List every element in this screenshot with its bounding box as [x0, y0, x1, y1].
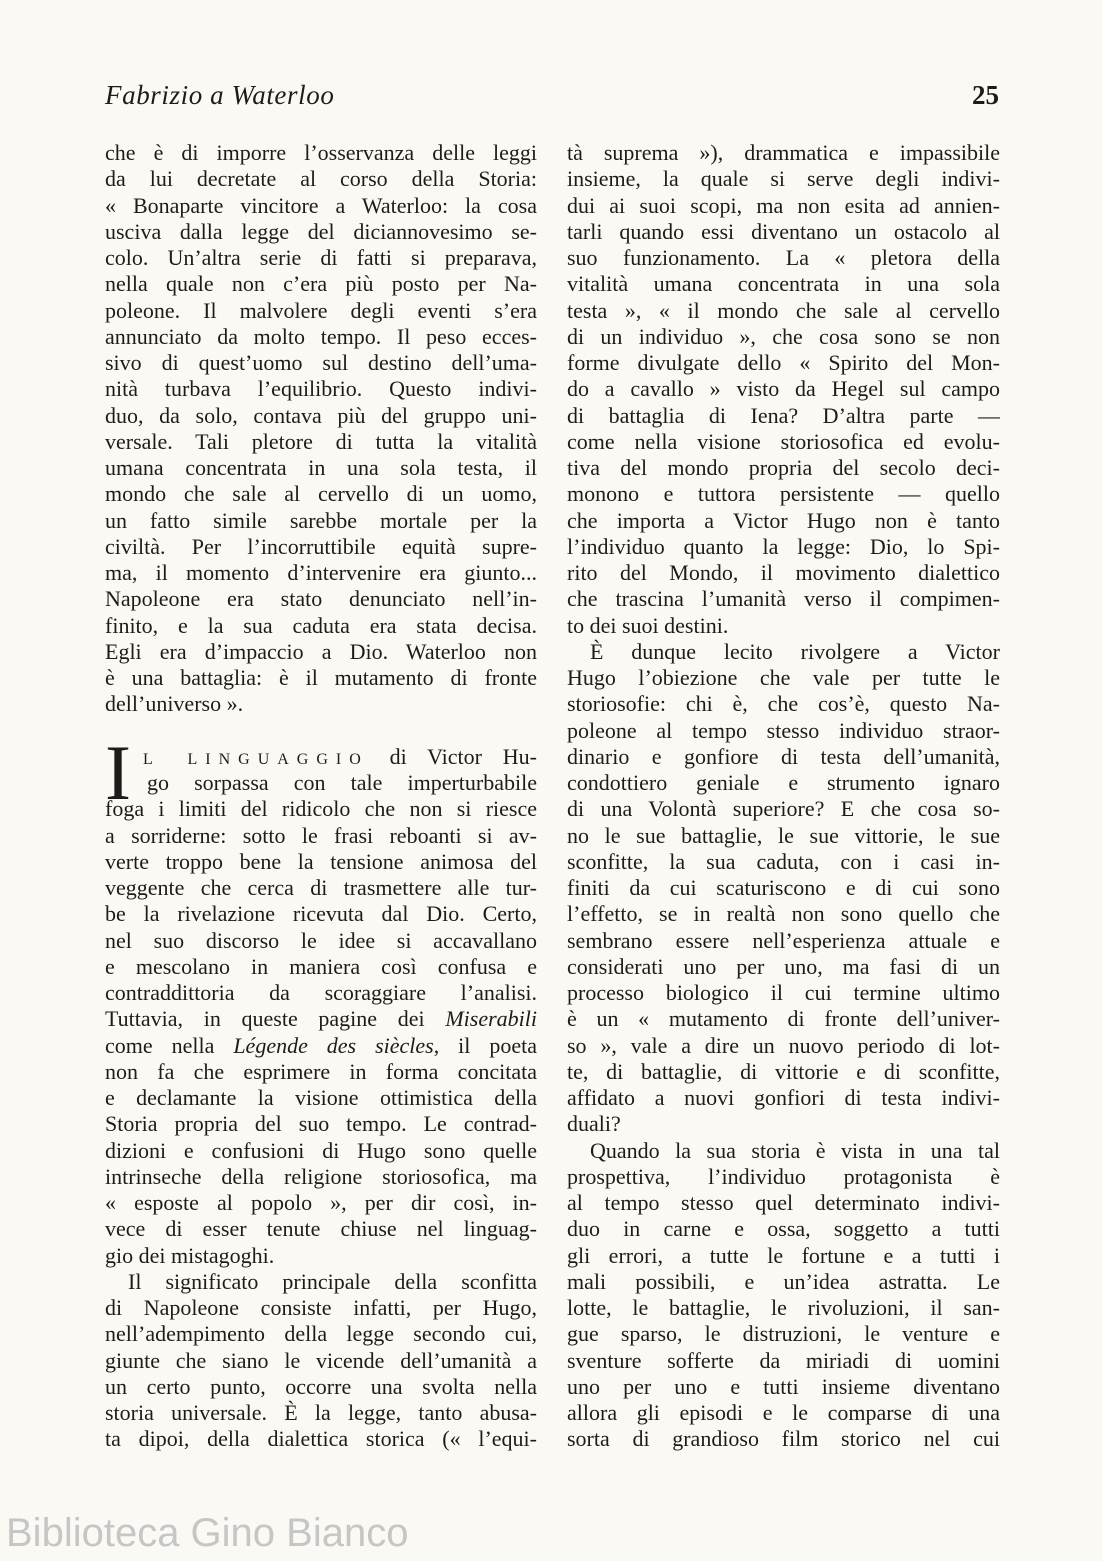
text-line: Napoleone era stato denunciato nell’in- — [105, 586, 537, 612]
text-line: vece di esser tenute chiuse nel linguag- — [105, 1216, 537, 1242]
text-line: sventure sofferte da miriadi di uomini — [567, 1347, 1000, 1373]
text-line: gio dei mistagoghi. — [105, 1242, 275, 1268]
paragraph — [567, 639, 1000, 1138]
drop-cap: I — [105, 728, 131, 816]
text-line: non fa che esprimere in forma concitata — [105, 1058, 537, 1084]
text-line: dizioni e confusioni di Hugo sono quelle — [105, 1137, 537, 1163]
paragraph — [105, 140, 537, 718]
text-line: nella quale non c’era più posto per Na- — [105, 271, 537, 297]
text-line: a sorriderne: sotto le frasi reboanti si av- — [105, 822, 537, 848]
text-line: di un individuo », che cosa sono se non — [567, 323, 1000, 349]
library-watermark: Biblioteca Gino Bianco — [6, 1511, 409, 1555]
text-line: colo. Un’altra serie di fatti si preparava, — [105, 245, 537, 270]
paragraph-spacer — [105, 718, 537, 744]
paragraph — [105, 1269, 537, 1453]
text-run: Tuttavia, in queste pagine dei — [105, 1006, 446, 1032]
text-line: ma, il momento d’intervenire era giunto... — [105, 560, 537, 585]
text-line: rito del Mondo, il movimento dialettico — [567, 560, 1000, 585]
text-line: monono e tuttora persistente — quello — [567, 481, 1000, 507]
text-line: storiosofie: chi è, che cos’è, questo Na- — [567, 691, 1000, 717]
text-line: tarli quando essi diventano un ostacolo al — [567, 218, 1000, 244]
text-line: veggente che cerca di trasmettere alle tur- — [105, 875, 537, 900]
text-line: un fatto simile sarebbe mortale per la — [105, 507, 537, 533]
text-line — [105, 744, 537, 770]
text-line: nel suo discorso le idee si accavallano — [105, 927, 537, 953]
text-line: di Napoleone consiste infatti, per Hugo, — [105, 1295, 537, 1320]
text-line: insieme, la quale si serve degli indivi- — [567, 166, 1000, 192]
text-line: dui ai suoi scopi, ma non esita ad annien- — [567, 192, 1000, 218]
text-line: gue sparso, le distruzioni, le venture e — [567, 1321, 1000, 1347]
paragraph — [567, 1138, 1000, 1453]
text-line: dinario e gonfiore di testa dell’umanità, — [567, 743, 1000, 769]
text-line: Hugo l’obiezione che vale per tutte le — [567, 665, 1000, 690]
text-line: e declamante la visione ottimistica della — [105, 1085, 537, 1110]
text-line: sorta di grandioso film storico nel cui — [567, 1426, 1000, 1452]
text-line: è un « mutamento di fronte dell’univer- — [567, 1006, 1000, 1032]
text-line: sembrano essere nell’esperienza attuale e — [567, 927, 1000, 953]
text-line: l’individuo quanto la legge: Dio, lo Spi- — [567, 533, 1000, 559]
left-column — [105, 140, 537, 1453]
text-line: tiva del mondo propria del secolo deci- — [567, 455, 1000, 480]
text-line: prospettiva, l’individuo protagonista è — [567, 1163, 1000, 1189]
text-run: , il poeta — [433, 1032, 537, 1058]
text-line: usciva dalla legge del diciannovesimo se- — [105, 218, 537, 244]
text-line: ta dipoi, della dialettica storica (« l’equi- — [105, 1426, 537, 1452]
text-line: to dei suoi destini. — [567, 612, 729, 638]
text-line: da lui decretate al corso della Storia: — [105, 166, 537, 192]
text-line: verte troppo bene la tensione animosa del — [105, 848, 537, 874]
text-line: umana concentrata in una sola testa, il — [105, 455, 537, 480]
text-line — [105, 1006, 537, 1032]
text-line: come nella visione storiosofica ed evolu- — [567, 428, 1000, 454]
text-line: allora gli episodi e le comparse di una — [567, 1400, 1000, 1425]
text-line: l’effetto, se in realtà non sono quello che — [567, 901, 1000, 927]
text-line: vitalità umana concentrata in una sola — [567, 271, 1000, 297]
paragraph-lines — [105, 1269, 537, 1453]
text-line: È dunque lecito rivolgere a Victor — [590, 638, 1000, 664]
small-caps-opening: L LINGUAGGIO — [143, 750, 369, 768]
paragraph-lines — [567, 140, 1000, 639]
paragraph-lines — [105, 744, 537, 1269]
text-line: duali? — [567, 1111, 621, 1137]
text-line: che è di imporre l’osservanza delle leggi — [105, 140, 537, 165]
text-line: testa », « il mondo che sale al cervello — [567, 297, 1000, 323]
text-line: contraddittoria da scoraggiare l’analisi. — [105, 980, 537, 1005]
work-title: Miserabili — [445, 1006, 537, 1032]
text-line: Il significato principale della sconfitta — [128, 1268, 537, 1294]
text-line: è una battaglia: è il mutamento di fronte — [105, 665, 537, 690]
text-line: versale. Tali pletore di tutta la vitalità — [105, 428, 537, 454]
text-line: intrinseche della religione storiosofica, ma — [105, 1163, 537, 1189]
running-head-title: Fabrizio a Waterloo — [105, 80, 335, 110]
text-line: annunciato da molto tempo. Il peso ecces- — [105, 323, 537, 349]
paragraph-lines — [567, 639, 1000, 1138]
text-line: considerati uno per uno, ma fasi di un — [567, 953, 1000, 979]
right-column — [567, 140, 1000, 1453]
text-line: affidato a nuovi gonfiori di testa indivi- — [567, 1085, 1000, 1110]
text-run: di Victor Hu- — [368, 743, 537, 769]
text-line: nell’adempimento della legge secondo cui, — [105, 1321, 537, 1347]
text-line: duo, da solo, contava più del gruppo uni- — [105, 402, 537, 428]
text-line: suo funzionamento. La « pletora della — [567, 245, 1000, 270]
text-line: be la rivelazione ricevuta dal Dio. Certo, — [105, 901, 537, 927]
text-line: gli errori, a tutte le fortune e a tutti i — [567, 1242, 1000, 1268]
text-line: te, di battaglie, di vittorie e di sconfitte, — [567, 1058, 1000, 1084]
text-line: che trascina l’umanità verso il compimen- — [567, 586, 1000, 612]
text-line: « esposte al popolo », per dir così, in- — [105, 1190, 537, 1215]
text-line: mondo che sale al cervello di un uomo, — [105, 481, 537, 507]
text-line: condottiero geniale e strumento ignaro — [567, 770, 1000, 795]
text-line: finiti da cui scaturiscono e di cui sono — [567, 875, 1000, 900]
text-line: al tempo stesso quel determinato indivi- — [567, 1190, 1000, 1215]
text-line: nità turbava l’equilibrio. Questo indivi- — [105, 376, 537, 402]
text-line: no le sue battaglie, le sue vittorie, le sue — [567, 822, 1000, 848]
paragraph-lines — [567, 1138, 1000, 1453]
text-line: di una Volontà superiore? E che cosa so- — [567, 796, 1000, 822]
text-line: di battaglia di Iena? D’altra parte — — [567, 402, 1000, 428]
text-line: processo biologico il cui termine ultimo — [567, 980, 1000, 1005]
text-line: dell’universo ». — [105, 691, 244, 717]
text-run: come nella — [105, 1032, 234, 1058]
text-line: Storia propria del suo tempo. Le contrad- — [105, 1111, 537, 1137]
text-line: duo in carne e ossa, soggetto a tutti — [567, 1216, 1000, 1242]
text-line: do a cavallo » visto da Hegel sul campo — [567, 376, 1000, 402]
text-line: Quando la sua storia è vista in una tal — [590, 1137, 1000, 1163]
page-number: 25 — [972, 80, 999, 110]
text-line: go sorpassa con tale imperturbabile — [147, 770, 537, 795]
text-line: civiltà. Per l’incorruttibile equità supre- — [105, 533, 537, 559]
work-title: Légende des siècles — [233, 1032, 434, 1058]
text-line: lotte, le battaglie, le rivoluzioni, il san- — [567, 1295, 1000, 1320]
text-line: che importa a Victor Hugo non è tanto — [567, 507, 1000, 533]
text-line: uno per uno e tutti insieme diventano — [567, 1373, 1000, 1399]
text-line: e mescolano in maniera così confusa e — [105, 953, 537, 979]
text-line: sconfitte, la sua caduta, con i casi in- — [567, 848, 1000, 874]
text-line: sivo di quest’uomo sul destino dell’uma- — [105, 350, 537, 375]
text-line: foga i limiti del ridicolo che non si riesce — [105, 796, 537, 822]
text-line: « Bonaparte vincitore a Waterloo: la cosa — [105, 192, 537, 218]
text-line — [105, 1033, 537, 1059]
text-line: poleone al tempo stesso individuo straor- — [567, 717, 1000, 743]
text-line: forme divulgate dello « Spirito del Mon- — [567, 350, 1000, 375]
text-line: storia universale. È la legge, tanto abusa- — [105, 1400, 537, 1425]
paragraph-lines — [105, 140, 537, 718]
text-line: finito, e la sua caduta era stata decisa. — [105, 612, 537, 638]
paragraph — [567, 140, 1000, 639]
text-line: giunte che siano le vicende dell’umanità a — [105, 1347, 537, 1373]
text-line: un certo punto, occorre una svolta nella — [105, 1373, 537, 1399]
text-line: Egli era d’impaccio a Dio. Waterloo non — [105, 638, 537, 664]
text-line: so », vale a dire un nuovo periodo di lot- — [567, 1032, 1000, 1058]
text-line: mali possibili, e un’idea astratta. Le — [567, 1268, 1000, 1294]
text-line: poleone. Il malvolere degli eventi s’era — [105, 297, 537, 323]
paragraph — [105, 728, 537, 1269]
text-line: tà suprema »), drammatica e impassibile — [567, 140, 1000, 165]
